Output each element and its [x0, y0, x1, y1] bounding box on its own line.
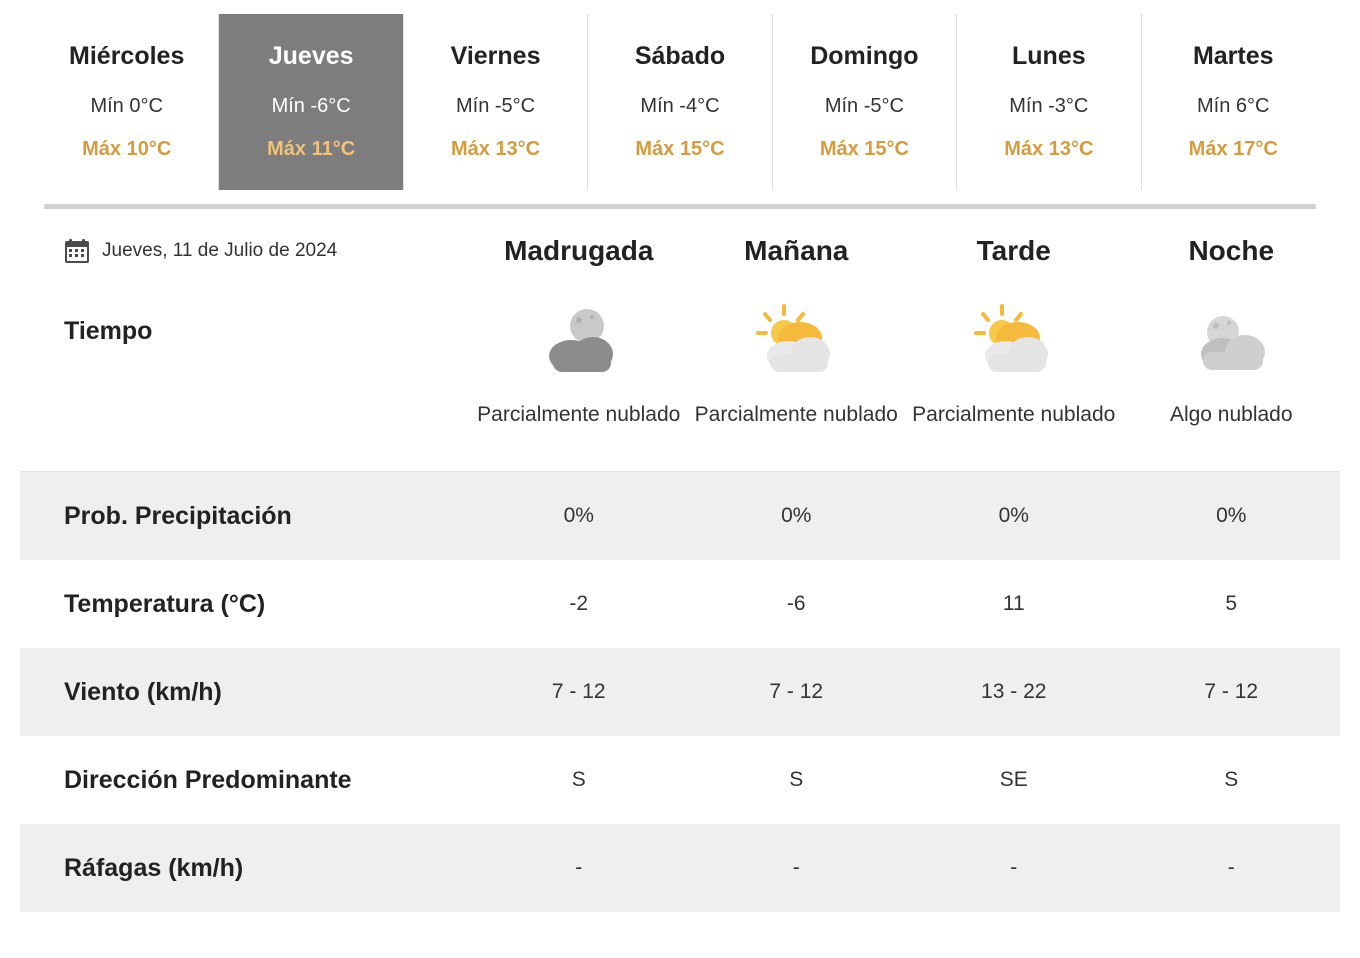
day-tab-name: Martes — [1192, 42, 1274, 70]
day-tab-max: Máx 10°C — [82, 138, 172, 160]
period-header-tarde: Tarde — [976, 235, 1051, 266]
selected-date-text: Jueves, 11 de Julio de 2024 — [102, 240, 338, 261]
table-row-temperature — [20, 560, 1340, 648]
temp-tarde: 11 — [1002, 592, 1025, 615]
period-header-madrugada: Madrugada — [504, 235, 654, 266]
row-label-weather: Tiempo — [64, 317, 153, 345]
weather-cell-noche — [1123, 295, 1341, 429]
precip-noche: 0% — [1216, 504, 1247, 527]
day-tab-max: Máx 13°C — [450, 138, 541, 160]
day-tab-max: Máx 11°C — [267, 138, 356, 160]
temp-noche: 5 — [1225, 592, 1238, 615]
day-tab-name: Viernes — [450, 42, 541, 70]
direction-madrugada: S — [571, 768, 586, 791]
table-row-gusts — [20, 824, 1340, 912]
periods-header — [20, 209, 1340, 275]
day-tab-min: Mín 6°C — [1197, 95, 1270, 117]
gusts-tarde: - — [1010, 856, 1018, 879]
table-row-precipitation — [20, 472, 1340, 560]
day-tab-domingo[interactable] — [773, 14, 957, 190]
precip-madrugada: 0% — [563, 504, 594, 527]
weather-desc: Algo nublado — [1169, 403, 1293, 426]
table-row-wind — [20, 648, 1340, 736]
weather-desc: Parcialmente nublado — [912, 403, 1116, 426]
table-row-direction — [20, 736, 1340, 824]
partly-sunny-icon — [688, 299, 906, 385]
row-label-temperature: Temperatura (°C) — [64, 589, 266, 618]
weather-desc: Parcialmente nublado — [477, 403, 681, 426]
partly-sunny-icon — [905, 299, 1123, 385]
day-tab-name: Domingo — [810, 42, 919, 70]
day-tab-max: Máx 13°C — [1004, 138, 1094, 160]
gusts-madrugada: - — [575, 856, 583, 879]
direction-manana: S — [789, 768, 804, 791]
cloudy-icon — [470, 299, 688, 385]
table-row-weather — [20, 275, 1340, 471]
selected-date — [20, 238, 470, 264]
day-tab-min: Mín -5°C — [824, 95, 904, 117]
day-tab-name: Miércoles — [69, 42, 185, 70]
row-label-direction: Dirección Predominante — [64, 765, 352, 794]
precip-manana: 0% — [781, 504, 812, 527]
period-header-noche: Noche — [1188, 235, 1275, 266]
day-tab-min: Mín -5°C — [455, 95, 536, 117]
weather-cell-tarde — [905, 295, 1123, 429]
wind-manana: 7 - 12 — [769, 680, 824, 703]
day-tab-name: Lunes — [1012, 42, 1086, 70]
day-tab-miercoles[interactable] — [35, 14, 219, 190]
wind-tarde: 13 - 22 — [981, 680, 1047, 703]
weather-cell-madrugada — [470, 295, 688, 429]
day-tab-lunes[interactable] — [957, 14, 1141, 190]
day-tab-name: Jueves — [268, 42, 354, 70]
day-tab-martes[interactable] — [1142, 14, 1325, 190]
day-tab-max: Máx 17°C — [1188, 138, 1278, 160]
temp-manana: -6 — [786, 592, 806, 615]
day-tab-max: Máx 15°C — [635, 138, 725, 160]
direction-tarde: SE — [999, 768, 1028, 791]
forecast-table — [20, 275, 1340, 912]
day-tab-name: Sábado — [634, 42, 726, 70]
wind-noche: 7 - 12 — [1204, 680, 1259, 703]
day-tab-min: Mín 0°C — [90, 95, 163, 117]
day-tab-min: Mín -6°C — [271, 95, 351, 117]
row-label-precipitation: Prob. Precipitación — [64, 501, 292, 530]
weather-desc: Parcialmente nublado — [694, 403, 898, 426]
day-tab-viernes[interactable] — [404, 14, 588, 190]
day-tab-jueves[interactable] — [219, 14, 403, 190]
day-tab-min: Mín -4°C — [640, 95, 720, 117]
day-tabs — [35, 0, 1325, 190]
row-label-gusts: Ráfagas (km/h) — [64, 853, 244, 882]
wind-madrugada: 7 - 12 — [551, 680, 606, 703]
period-header-manana: Mañana — [744, 235, 849, 266]
gusts-noche: - — [1227, 856, 1235, 879]
day-tab-max: Máx 15°C — [819, 138, 909, 160]
day-tab-min: Mín -3°C — [1009, 95, 1089, 117]
calendar-icon — [64, 238, 90, 264]
precip-tarde: 0% — [998, 504, 1029, 527]
weather-cell-manana — [688, 295, 906, 429]
direction-noche: S — [1224, 768, 1239, 791]
row-label-wind: Viento (km/h) — [64, 677, 222, 706]
temp-madrugada: -2 — [569, 592, 589, 615]
cloudy-light-icon — [1123, 299, 1341, 385]
day-tab-sabado[interactable] — [588, 14, 772, 190]
gusts-manana: - — [792, 856, 800, 879]
